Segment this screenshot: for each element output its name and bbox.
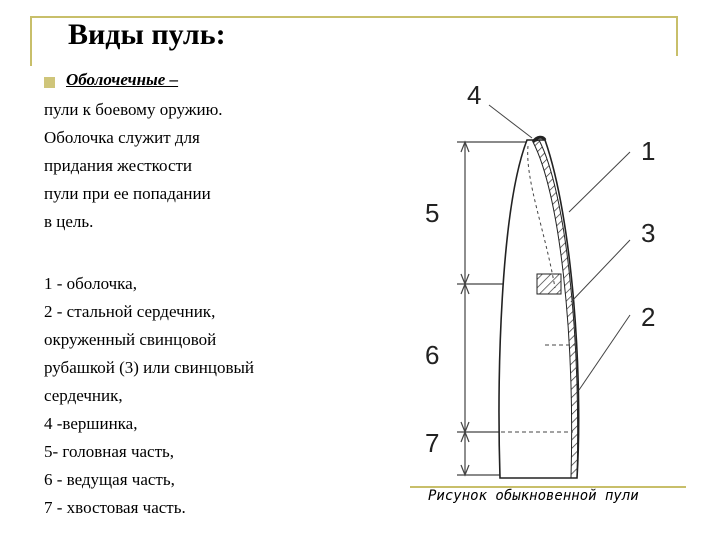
legend-text bbox=[44, 270, 254, 522]
label-5: 5 bbox=[425, 198, 440, 228]
legend-line: 1 - оболочка, bbox=[44, 274, 137, 293]
label-1: 1 bbox=[641, 136, 656, 166]
description-line: пули к боевому оружию. bbox=[44, 100, 223, 119]
legend-line: сердечник, bbox=[44, 386, 123, 405]
label-6: 6 bbox=[425, 340, 440, 370]
legend-line: окруженный свинцовой bbox=[44, 330, 217, 349]
legend-line: 7 - хвостовая часть. bbox=[44, 498, 186, 517]
bullet-marker-icon bbox=[44, 77, 55, 88]
description-text bbox=[44, 96, 223, 236]
frame-left-line bbox=[30, 16, 32, 66]
bullet-diagram bbox=[405, 80, 685, 485]
frame-right-line bbox=[676, 16, 678, 56]
label-7: 7 bbox=[425, 428, 440, 458]
label-2: 2 bbox=[641, 302, 656, 332]
bullet-shape bbox=[499, 137, 579, 478]
legend-line: 2 - стальной сердечник, bbox=[44, 302, 216, 321]
description-line: пули при ее попадании bbox=[44, 184, 211, 203]
label-3: 3 bbox=[641, 218, 656, 248]
description-line: в цель. bbox=[44, 212, 94, 231]
label-4: 4 bbox=[467, 80, 482, 110]
description-line: Оболочка служит для bbox=[44, 128, 200, 147]
legend-line: 6 - ведущая часть, bbox=[44, 470, 175, 489]
figure-caption: Рисунок обыкновенной пули bbox=[428, 488, 639, 504]
description-line: придания жесткости bbox=[44, 156, 193, 175]
legend-line: рубашкой (3) или свинцовый bbox=[44, 358, 254, 377]
legend-line: 5- головная часть, bbox=[44, 442, 175, 461]
slide-title: Виды пуль: bbox=[68, 18, 226, 51]
legend-line: 4 -вершинка, bbox=[44, 414, 138, 433]
section-heading: Оболочечные – bbox=[66, 70, 179, 89]
